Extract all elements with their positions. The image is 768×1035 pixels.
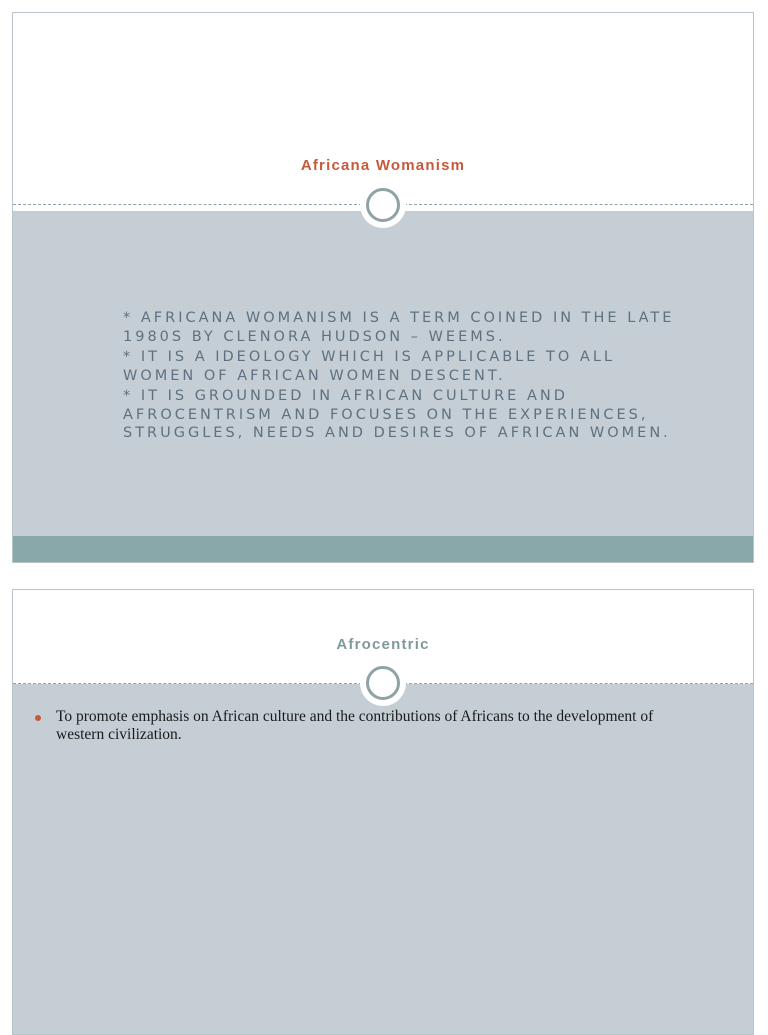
bullet-list xyxy=(35,708,685,744)
slide-body-text xyxy=(123,309,683,445)
slide-title: Africana Womanism xyxy=(300,157,466,174)
body-paragraph: * IT IS GROUNDED IN AFRICAN CULTURE AND AFROCENTRISM AND FOCUSES ON THE EXPERIENCES, STRUGGLES, NEEDS AND DESIRES OF AFRICAN WOMEN. xyxy=(123,388,671,441)
footer-bar xyxy=(13,536,753,563)
circle-ornament-icon xyxy=(360,660,406,706)
body-paragraph: * IT IS A IDEOLOGY WHICH IS APPLICABLE TO ALL WOMEN OF AFRICAN WOMEN DESCENT. xyxy=(123,349,615,384)
slide-title: Afrocentric xyxy=(336,636,430,653)
list-item xyxy=(35,708,685,744)
circle-ornament-icon xyxy=(360,182,406,228)
body-paragraph: * AFRICANA WOMANISM IS A TERM COINED IN THE LATE 1980S BY CLENORA HUDSON – WEEMS. xyxy=(123,310,675,345)
bullet-dot-icon xyxy=(35,715,41,721)
slide-2 xyxy=(12,589,754,1035)
slide-1 xyxy=(12,12,754,563)
bullet-text: To promote emphasis on African culture and the contributions of Africans to the development of western civilization. xyxy=(56,708,654,743)
